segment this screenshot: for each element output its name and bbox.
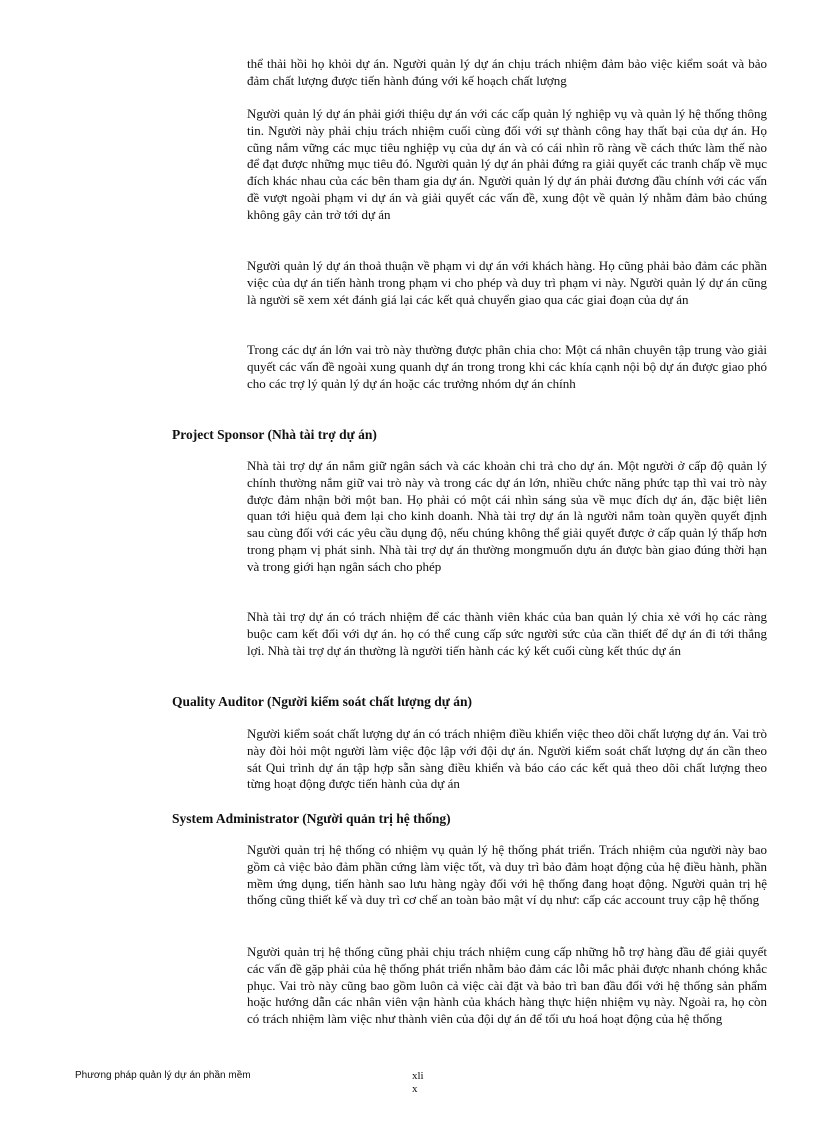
paragraph: Người kiểm soát chất lượng dự án có trách nhiệm điều khiển việc theo dõi chất lượng dự án. Vai trò này đòi hỏi một người làm việc độc lập với đội dự án. Người kiểm soát chất lượng dự án cần theo sát Qui trình dự án tập hợp sẵn sàng điều khiển và báo cáo các kết quả theo dõi chất lượng theo từng hoạt động được tiến hành của dự án bbox=[247, 726, 767, 792]
paragraph: Nhà tài trợ dự án có trách nhiệm để các thành viên khác của ban quản lý chia xẻ với họ các ràng buộc cam kết đối với dự án. họ có thể cung cấp sức người sức của cần thiết để dự án đi tới thắng lợi. Nhà tài trợ dự án thường là người tiến hành các ký kết cuối cùng kết thúc dự án bbox=[247, 609, 767, 658]
paragraph: Trong các dự án lớn vai trò này thường được phân chia cho: Một cá nhân chuyên tập trung vào giải quyết các vấn đề ngoài xung quanh dự án trong trong khi các khía cạnh nội bộ dự án được giao phó cho các trợ lý quản lý dự án hoặc các trưởng nhóm dự án chính bbox=[247, 342, 767, 391]
section-heading-system-administrator: System Administrator (Người quản trị hệ thống) bbox=[172, 811, 451, 826]
paragraph: Người quản trị hệ thống có nhiệm vụ quản lý hệ thống phát triển. Trách nhiệm của người này bao gồm cả việc bảo đảm phần cứng làm việc tốt, và duy trì bảo đảm hoạt động của hệ điều hành, phần mềm ứng dụng, tiến hành sao lưu hàng ngày đối với hệ thống đang hoạt động. Người quản trị hệ thống cũng thiết kế và duy trì cơ chế an toàn bảo mật ví dụ như: cấp các account truy cập hệ thống bbox=[247, 842, 767, 908]
section-heading-quality-auditor: Quality Auditor (Người kiểm soát chất lượng dự án) bbox=[172, 694, 473, 709]
paragraph: Người quản trị hệ thống cũng phải chịu trách nhiệm cung cấp những hỗ trợ hàng đầu để giải quyết các vấn đề gặp phải của hệ thống phát triển nhằm bảo đảm các lỗi mắc phải được nhanh chóng khắc phục. Vai trò này cũng bao gồm luôn cả việc cài đặt và bảo trì ban đầu đối với hệ thống sản phẩm hoặc hướng dẫn các nhân viên vận hành của khách hàng thực hiện nhiệm vụ này. Ngoài ra, họ còn có trách nhiệm làm việc như thành viên của đội dự án để tối ưu hoá hoạt động của hệ thống bbox=[247, 944, 767, 1027]
paragraph: thể thải hồi họ khỏi dự án. Người quản lý dự án chịu trách nhiệm đảm bảo việc kiểm soát và bảo đảm chất lượng được tiến hành đúng với kế hoạch chất lượng bbox=[247, 56, 767, 88]
paragraph: Người quản lý dự án thoả thuận về phạm vi dự án với khách hàng. Họ cũng phải bảo đảm các phần việc của dự án tiến hành trong phạm vi cho phép và duy trì phạm vi này. Người quản lý dự án cũng là người sẽ xem xét đánh giá lại các kết quả chuyển giao qua các giai đoạn của dự án bbox=[247, 258, 767, 307]
paragraph: Nhà tài trợ dự án nắm giữ ngân sách và các khoản chi trả cho dự án. Một người ở cấp độ quản lý chính thường nắm giữ vai trò này và trong các dự án lớn, nhiều chức năng phức tạp thì vai trò này được đảm nhận bởi một ban. Họ phải có một cái nhìn sáng sủa về mục đích dự án, đặc biệt liên quan tới hiệu quả đem lại cho kinh doanh. Nhà tài trợ dự án là người nắm toàn quyền quyết định sau cùng đối với các yêu cầu dụng độ, nếu chúng không thể giải quyết được ở cấp quản lý thấp hơn trong phạm vị phát sinh. Nhà tài trợ dự án thường mongmuốn dựu án được bàn giao đúng thời hạn và trong giới hạn ngân sách cho phép bbox=[247, 458, 767, 574]
footer-title: Phương pháp quản lý dự án phần mềm bbox=[75, 1070, 251, 1081]
page-number: xlix bbox=[412, 1070, 424, 1095]
section-heading-project-sponsor: Project Sponsor (Nhà tài trợ dự án) bbox=[172, 427, 377, 442]
paragraph: Người quản lý dự án phải giới thiệu dự án với các cấp quản lý nghiệp vụ và quản lý hệ thống thông tin. Người này phải chịu trách nhiệm cuối cùng đối với sự thành công hay thất bại của dự án. Họ cũng nắm vững các mục tiêu nghiệp vụ của dự án và có cái nhìn rõ ràng về cách thức làm thế nào để đạt được những mục tiêu đó. Người quản lý dự án phải đứng ra giải quyết các tranh chấp về mục đích khác nhau của các bên tham gia dự án. Người quản lý dự án phải đương đầu chính với các vấn đề vượt ngoài phạm vi dự án và giải quyết các vấn đề, xung đột về quản lý nhằm đảm bảo chúng không gây cản trở tới dự án bbox=[247, 106, 767, 222]
